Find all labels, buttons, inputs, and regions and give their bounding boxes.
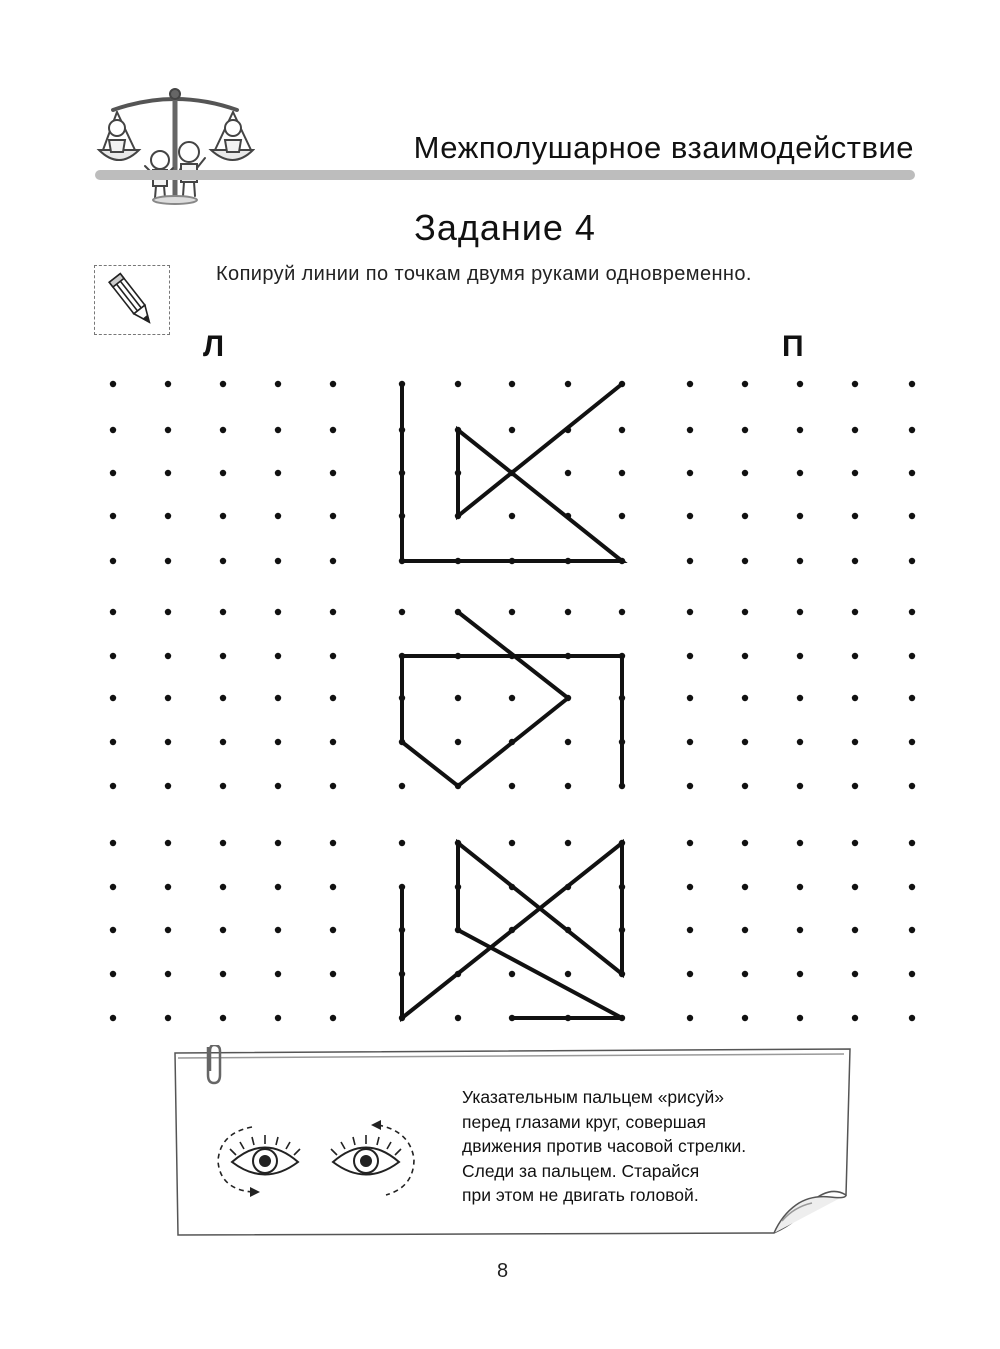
grid-dot	[852, 783, 858, 789]
grid-dot	[509, 783, 515, 789]
grid-dot	[220, 927, 226, 933]
grid-dot	[742, 609, 748, 615]
grid-dot	[399, 695, 405, 701]
grid-dot	[909, 971, 915, 977]
grid-dot	[619, 971, 625, 977]
grid-dot	[110, 927, 116, 933]
task-instruction: Копируй линии по точкам двумя руками одновременно.	[216, 263, 752, 285]
grid-dot	[455, 1015, 461, 1021]
grid-dot	[509, 695, 515, 701]
grid-dot	[852, 1015, 858, 1021]
grid-dot	[565, 971, 571, 977]
grid-dot	[509, 427, 515, 433]
grid-dot	[275, 653, 281, 659]
grid-dot	[220, 884, 226, 890]
grid-dot	[909, 927, 915, 933]
grid-dot	[399, 427, 405, 433]
grid-dot	[275, 381, 281, 387]
grid-dot	[565, 739, 571, 745]
grid-dot	[797, 971, 803, 977]
grid-dot	[165, 381, 171, 387]
grid-dot	[852, 470, 858, 476]
grid-dot	[565, 609, 571, 615]
grid-dot	[797, 609, 803, 615]
grid-dot	[909, 695, 915, 701]
grid-dot	[619, 381, 625, 387]
grid-dot	[852, 971, 858, 977]
grid-dot	[110, 695, 116, 701]
grid-dot	[165, 971, 171, 977]
grid-dot	[275, 695, 281, 701]
grid-dot	[852, 695, 858, 701]
grid-dot	[330, 884, 336, 890]
grid-dot	[797, 1015, 803, 1021]
grid-dot	[742, 470, 748, 476]
grid-dot	[797, 783, 803, 789]
pencil-icon	[95, 266, 169, 334]
grid-dot	[565, 884, 571, 890]
grid-dot	[455, 558, 461, 564]
grid-dot	[275, 783, 281, 789]
grid-dot	[742, 558, 748, 564]
grid-dot	[509, 739, 515, 745]
grid-dot	[909, 470, 915, 476]
grid-dot	[220, 840, 226, 846]
grid-dot	[619, 927, 625, 933]
grid-dot	[742, 381, 748, 387]
page-number: 8	[496, 1260, 509, 1282]
grid-dot	[742, 884, 748, 890]
grid-dot	[687, 783, 693, 789]
grid-dot	[399, 609, 405, 615]
grid-dot	[619, 653, 625, 659]
section-title: Межполушарное взаимодействие	[413, 130, 914, 165]
grid-dot	[455, 427, 461, 433]
grid-dot	[399, 1015, 405, 1021]
grid-dot	[687, 609, 693, 615]
grid-dot	[330, 695, 336, 701]
grid-dot	[165, 783, 171, 789]
grid-dot	[110, 609, 116, 615]
grid-dot	[220, 971, 226, 977]
grid-dot	[742, 739, 748, 745]
grid-dot	[687, 884, 693, 890]
grid-dot	[220, 1015, 226, 1021]
grid-dot	[509, 381, 515, 387]
grid-dot	[110, 783, 116, 789]
grid-dot	[687, 1015, 693, 1021]
grid-dot	[110, 558, 116, 564]
grid-dot	[909, 884, 915, 890]
grid-dot	[275, 513, 281, 519]
grid-dot	[399, 513, 405, 519]
grid-dot	[852, 927, 858, 933]
grid-dot	[909, 558, 915, 564]
grid-dot	[220, 783, 226, 789]
grid-dot	[687, 739, 693, 745]
grid-dot	[455, 609, 461, 615]
grid-dot	[797, 884, 803, 890]
grid-dots	[110, 381, 915, 1021]
grid-dot	[165, 427, 171, 433]
grid-dot	[509, 513, 515, 519]
grid-dot	[509, 609, 515, 615]
grid-dot	[619, 609, 625, 615]
grid-dot	[330, 381, 336, 387]
grid-dot	[509, 470, 515, 476]
grid-dot	[797, 653, 803, 659]
grid-dot	[165, 739, 171, 745]
grid-dot	[455, 884, 461, 890]
grid-dot	[275, 558, 281, 564]
grid-dot	[565, 1015, 571, 1021]
grid-dot	[852, 609, 858, 615]
grid-dot	[275, 609, 281, 615]
grid-dot	[909, 739, 915, 745]
grid-dot	[455, 840, 461, 846]
grid-dot	[165, 609, 171, 615]
grid-dot	[165, 513, 171, 519]
grid-dot	[687, 558, 693, 564]
grid-dot	[852, 513, 858, 519]
grid-dot	[330, 840, 336, 846]
grid-dot	[110, 739, 116, 745]
grid-dot	[687, 927, 693, 933]
grid-dot	[330, 513, 336, 519]
grid-dot	[110, 470, 116, 476]
grid-dot	[275, 739, 281, 745]
grid-dot	[220, 470, 226, 476]
grid-dot	[687, 971, 693, 977]
grid-dot	[742, 695, 748, 701]
grid-dot	[797, 695, 803, 701]
grid-dot	[275, 971, 281, 977]
grid-dot	[220, 513, 226, 519]
grid-dot	[909, 783, 915, 789]
grid-dot	[330, 783, 336, 789]
tip-line: перед глазами круг, совершая	[462, 1111, 706, 1132]
grid-dot	[399, 739, 405, 745]
grid-dot	[110, 427, 116, 433]
grid-dot	[330, 739, 336, 745]
grid-dot	[565, 653, 571, 659]
grid-dot	[330, 427, 336, 433]
grid-dot	[619, 513, 625, 519]
sample-figure-2	[402, 612, 622, 786]
grid-dot	[110, 971, 116, 977]
grid-dot	[165, 1015, 171, 1021]
grid-dot	[399, 381, 405, 387]
grid-dot	[909, 513, 915, 519]
task-title: Задание 4	[414, 207, 596, 248]
grid-dot	[742, 783, 748, 789]
grid-dot	[110, 840, 116, 846]
sample-figure-3	[402, 843, 622, 1018]
grid-dot	[687, 840, 693, 846]
grid-dot	[742, 653, 748, 659]
grid-dot	[852, 381, 858, 387]
grid-dot	[110, 513, 116, 519]
grid-dot	[797, 381, 803, 387]
grid-dot	[330, 609, 336, 615]
grid-dot	[165, 653, 171, 659]
grid-dot	[509, 840, 515, 846]
grid-dot	[565, 695, 571, 701]
grid-dot	[220, 739, 226, 745]
header-bar	[95, 170, 915, 180]
grid-dot	[687, 653, 693, 659]
grid-dot	[455, 695, 461, 701]
grid-dot	[330, 470, 336, 476]
grid-dot	[509, 884, 515, 890]
right-hand-label: П	[782, 330, 804, 363]
grid-dot	[909, 653, 915, 659]
grid-dot	[399, 884, 405, 890]
grid-dot	[852, 558, 858, 564]
grid-dot	[742, 1015, 748, 1021]
grid-dot	[399, 783, 405, 789]
grid-dot	[455, 653, 461, 659]
grid-dot	[565, 927, 571, 933]
grid-dot	[619, 470, 625, 476]
grid-dot	[165, 884, 171, 890]
pencil-icon-box	[94, 265, 170, 335]
grid-dot	[852, 884, 858, 890]
grid-dot	[742, 840, 748, 846]
grid-dot	[220, 381, 226, 387]
grid-dot	[330, 971, 336, 977]
grid-dot	[619, 558, 625, 564]
grid-dot	[165, 470, 171, 476]
grid-dot	[687, 513, 693, 519]
grid-dot	[220, 609, 226, 615]
grid-dot	[220, 653, 226, 659]
grid-dot	[455, 513, 461, 519]
tip-line: Следи за пальцем. Старайся	[462, 1160, 700, 1181]
grid-dot	[565, 783, 571, 789]
grid-dot	[110, 653, 116, 659]
grid-dot	[220, 695, 226, 701]
grid-dot	[565, 427, 571, 433]
left-hand-label: Л	[203, 330, 225, 363]
grid-dot	[619, 427, 625, 433]
tip-text	[462, 1085, 746, 1208]
grid-dot	[797, 558, 803, 564]
grid-dot	[220, 427, 226, 433]
grid-dot	[909, 427, 915, 433]
grid-dot	[909, 381, 915, 387]
grid-dot	[455, 739, 461, 745]
grid-dot	[110, 1015, 116, 1021]
grid-dot	[619, 1015, 625, 1021]
grid-dot	[687, 381, 693, 387]
grid-dot	[687, 470, 693, 476]
grid-dot	[509, 653, 515, 659]
grid-dot	[330, 927, 336, 933]
grid-dot	[687, 427, 693, 433]
grid-dot	[330, 558, 336, 564]
grid-dot	[619, 695, 625, 701]
grid-dot	[275, 884, 281, 890]
grid-dot	[909, 840, 915, 846]
grid-dot	[110, 381, 116, 387]
grid-dot	[742, 513, 748, 519]
grid-dot	[509, 1015, 515, 1021]
grid-dot	[797, 427, 803, 433]
grid-dot	[399, 653, 405, 659]
grid-dot	[399, 470, 405, 476]
grid-dot	[275, 840, 281, 846]
grid-dot	[455, 381, 461, 387]
grid-dot	[852, 840, 858, 846]
grid-dot	[165, 558, 171, 564]
grid-dot	[852, 739, 858, 745]
grid-dot	[509, 558, 515, 564]
grid-dot	[399, 558, 405, 564]
grid-dot	[742, 427, 748, 433]
grid-dot	[797, 927, 803, 933]
tip-line: Указательным пальцем «рисуй»	[462, 1087, 724, 1107]
grid-dot	[455, 971, 461, 977]
grid-dot	[619, 739, 625, 745]
grid-dot	[275, 470, 281, 476]
grid-dot	[565, 381, 571, 387]
grid-dot	[399, 927, 405, 933]
grid-dot	[797, 513, 803, 519]
grid-dot	[165, 695, 171, 701]
tip-line: при этом не двигать головой.	[462, 1185, 699, 1205]
grid-dot	[330, 653, 336, 659]
grid-dot	[852, 427, 858, 433]
grid-dot	[220, 558, 226, 564]
grid-dot	[455, 470, 461, 476]
grid-dot	[909, 609, 915, 615]
grid-dot	[852, 653, 858, 659]
grid-dot	[455, 783, 461, 789]
grid-dot	[619, 840, 625, 846]
grid-dot	[330, 1015, 336, 1021]
grid-dot	[619, 783, 625, 789]
grid-dot	[909, 1015, 915, 1021]
grid-dot	[797, 470, 803, 476]
grid-dot	[565, 840, 571, 846]
grid-dot	[509, 971, 515, 977]
grid-dot	[742, 927, 748, 933]
grid-dot	[565, 513, 571, 519]
grid-dot	[797, 840, 803, 846]
sample-figure-1	[402, 384, 622, 561]
grid-dot	[797, 739, 803, 745]
grid-dot	[399, 971, 405, 977]
grid-dot	[509, 927, 515, 933]
grid-dot	[110, 884, 116, 890]
balance-scale-with-children-icon	[95, 88, 255, 206]
grid-dot	[565, 470, 571, 476]
grid-dot	[742, 971, 748, 977]
grid-dot	[687, 695, 693, 701]
grid-dot	[165, 840, 171, 846]
grid-dot	[275, 427, 281, 433]
tip-line: движения против часовой стрелки.	[462, 1136, 747, 1156]
grid-dot	[275, 927, 281, 933]
grid-dot	[275, 1015, 281, 1021]
grid-dot	[165, 927, 171, 933]
grid-dot	[399, 840, 405, 846]
grid-dot	[455, 927, 461, 933]
grid-dot	[565, 558, 571, 564]
grid-dot	[619, 884, 625, 890]
